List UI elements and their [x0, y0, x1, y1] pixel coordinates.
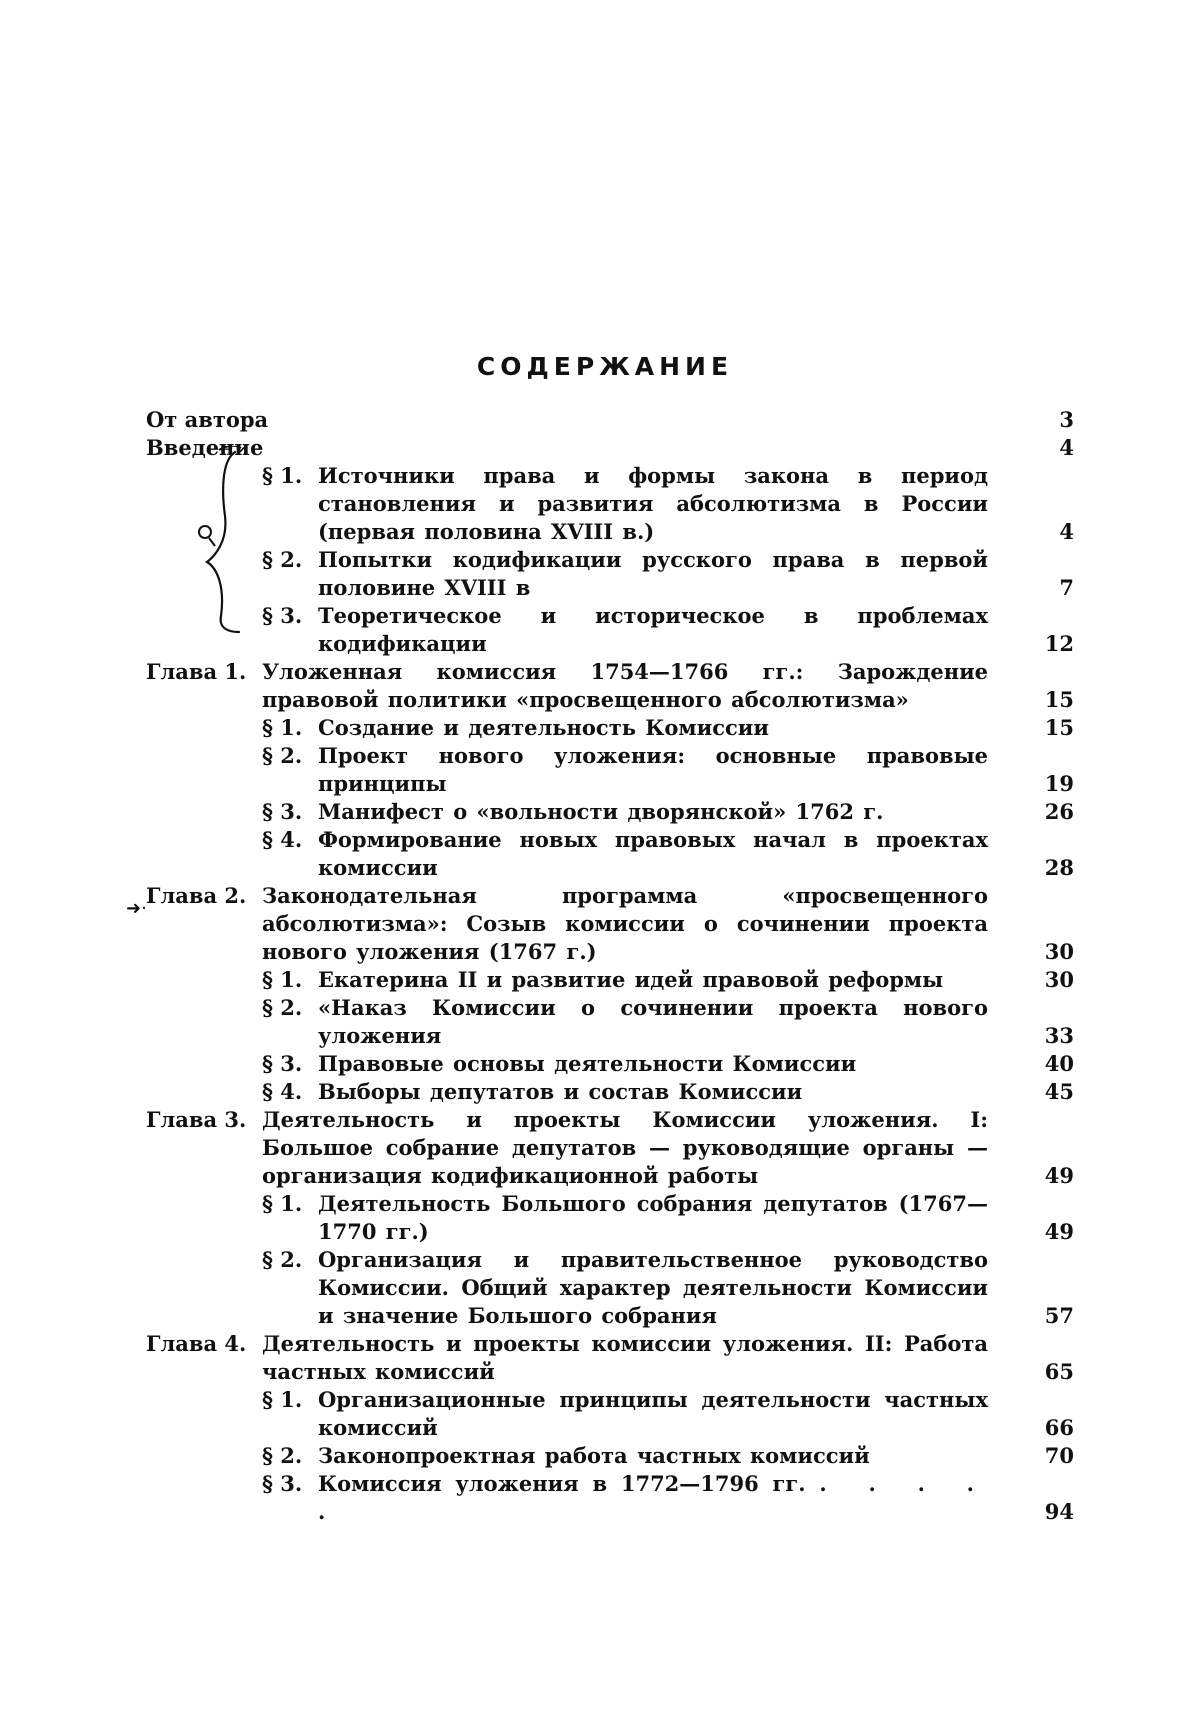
section-number: § 2. [262, 995, 303, 1020]
chapter-label: Глава 4. [146, 1331, 247, 1356]
section-number: § 3. [262, 799, 303, 824]
toc-entry-page: 15 [1044, 715, 1074, 740]
toc-entry-page: 7 [1059, 575, 1074, 600]
section-number: § 1. [262, 463, 303, 488]
chapter-title: Деятельность и проекты комиссии уложения. II: Работа частных комиссий [262, 1331, 988, 1384]
toc-section-entry [146, 714, 1074, 742]
toc-chapter-entry [146, 882, 1074, 966]
toc-section-entry [146, 742, 1074, 798]
page-title: СОДЕРЖАНИЕ [476, 352, 734, 381]
toc-section-entry [146, 994, 1074, 1050]
toc-entry-intro [146, 434, 1074, 462]
toc-section-entry [146, 1246, 1074, 1330]
toc-section-entry [146, 1442, 1074, 1470]
toc-section-entry [146, 462, 1074, 546]
section-title: Выборы депутатов и состав Комиссии [318, 1079, 803, 1104]
section-title: Организация и правительственное руководство Комиссии. Общий характер деятельности Комиссии и значение Большого собрания [318, 1247, 988, 1328]
toc-entry-label: От автора [146, 407, 269, 432]
section-title: Правовые основы деятельности Комиссии [318, 1051, 857, 1076]
section-title: Организационные принципы деятельности частных комиссий [318, 1387, 988, 1440]
dot-leader: . . . . . [318, 1471, 988, 1524]
toc-entry-page: 19 [1044, 771, 1074, 796]
toc-entry-page: 4 [1059, 435, 1074, 460]
toc-entry-page: 26 [1044, 799, 1074, 824]
section-title: Екатерина II и развитие идей правовой реформы [318, 967, 944, 992]
section-title: «Наказ Комиссии о сочинении проекта нового уложения [318, 995, 988, 1048]
toc-entry-page: 4 [1059, 519, 1074, 544]
section-title-with-leader [318, 1470, 1014, 1526]
toc-entry-page: 57 [1044, 1303, 1074, 1328]
chapter-title: Законодательная программа «просвещенного абсолютизма»: Созыв комиссии о сочинении проекта нового уложения (1767 г.) [262, 883, 988, 964]
toc-section-entry [146, 826, 1074, 882]
section-number: § 3. [262, 603, 303, 628]
toc-section-entry [146, 602, 1074, 658]
toc-entry-page: 49 [1044, 1163, 1074, 1188]
section-title: Источники права и формы закона в период становления и развития абсолютизма в России (первая половина XVIII в.) [318, 463, 988, 544]
toc-entry-page: 12 [1044, 631, 1074, 656]
section-number: § 1. [262, 715, 303, 740]
chapter-label: Глава 3. [146, 1107, 247, 1132]
section-title: Деятельность Большого собрания депутатов (1767—1770 гг.) [318, 1191, 988, 1244]
toc-chapter-entry [146, 658, 1074, 714]
toc-entry-page: 70 [1044, 1443, 1074, 1468]
section-number: § 1. [262, 967, 303, 992]
toc-entry-page: 3 [1059, 407, 1074, 432]
toc-chapter-entry [146, 1330, 1074, 1386]
toc-section-entry [146, 1050, 1074, 1078]
toc-entry-page: 30 [1044, 967, 1074, 992]
toc-section-entry [146, 1078, 1074, 1106]
toc-entry-page: 33 [1044, 1023, 1074, 1048]
section-title: Создание и деятельность Комиссии [318, 715, 769, 740]
toc-entry-page: 45 [1044, 1079, 1074, 1104]
stray-arrow-mark: ➜· [126, 898, 147, 919]
toc-section-entry [146, 1470, 1074, 1526]
section-title: Формирование новых правовых начал в проектах комиссии [318, 827, 988, 880]
section-title: Проект нового уложения: основные правовые принципы [318, 743, 988, 796]
section-number: § 2. [262, 743, 303, 768]
chapter-title: Деятельность и проекты Комиссии уложения. I: Большое собрание депутатов — руководящие органы — организация кодификационной работы [262, 1107, 988, 1188]
toc-entry-page: 30 [1044, 939, 1074, 964]
toc-entry-page: 40 [1044, 1051, 1074, 1076]
table-of-contents [146, 406, 1074, 1526]
section-title: Попытки кодификации русского права в первой половине XVIII в [318, 547, 988, 600]
section-number: § 3. [262, 1471, 303, 1496]
section-number: § 2. [262, 1247, 303, 1272]
section-title: Манифест о «вольности дворянской» 1762 г. [318, 799, 884, 824]
section-number: § 1. [262, 1191, 303, 1216]
section-number: § 3. [262, 1051, 303, 1076]
section-number: § 2. [262, 547, 303, 572]
toc-entry-page: 66 [1044, 1415, 1074, 1440]
toc-chapter-entry [146, 1106, 1074, 1190]
toc-section-entry [146, 966, 1074, 994]
toc-entry-page: 94 [1044, 1499, 1074, 1524]
section-title: Комиссия уложения в 1772—1796 гг. [318, 1471, 806, 1496]
toc-entry-page: 65 [1044, 1359, 1074, 1384]
toc-entry-label: Введение [146, 435, 264, 460]
section-number: § 4. [262, 1079, 303, 1104]
toc-section-entry [146, 798, 1074, 826]
section-title: Законопроектная работа частных комиссий [318, 1443, 870, 1468]
chapter-label: Глава 1. [146, 659, 247, 684]
toc-section-entry [146, 1190, 1074, 1246]
section-number: § 4. [262, 827, 303, 852]
toc-entry-page: 28 [1044, 855, 1074, 880]
toc-entry-author [146, 406, 1074, 434]
toc-entry-page: 49 [1044, 1219, 1074, 1244]
toc-entry-page: 15 [1044, 687, 1074, 712]
toc-section-entry [146, 546, 1074, 602]
section-number: § 2. [262, 1443, 303, 1468]
section-title: Теоретическое и историческое в проблемах кодификации [318, 603, 988, 656]
toc-section-entry [146, 1386, 1074, 1442]
chapter-title: Уложенная комиссия 1754—1766 гг.: Зарождение правовой политики «просвещенного абсолютизма» [262, 659, 988, 712]
chapter-label: Глава 2. [146, 883, 247, 908]
section-number: § 1. [262, 1387, 303, 1412]
